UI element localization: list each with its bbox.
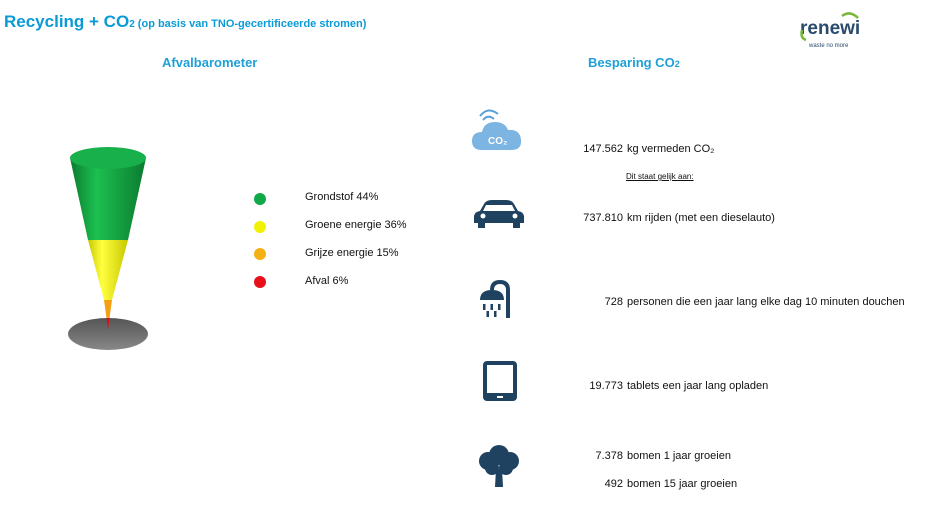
tree15-value: 492 [604,478,623,490]
tablet-value: 19.773 [589,380,623,392]
legend-dot-grondstof [254,193,266,205]
shower-description: personen die een jaar lang elke dag 10 minuten douchen [627,296,905,308]
renewi-logo [798,10,868,54]
shower-icon [478,278,522,320]
legend-dot-grijze-energie [254,248,266,260]
co2-description: kg vermeden CO₂ [627,143,715,155]
cone-top [70,147,146,169]
co2-value: 147.562 [583,143,623,155]
shower-value: 728 [604,296,623,308]
tree-icon [476,443,522,489]
tree1-value: 7.378 [595,450,623,462]
logo-wordmark: renewi [800,18,861,39]
tablet-description: tablets een jaar lang opladen [627,380,769,392]
cone-grijze-energie [104,300,112,318]
cone-grondstof [70,158,146,240]
waste-cone-graphic [60,140,160,355]
afvalbarometer-title: Afvalbarometer [162,55,258,70]
cone-groene-energie [88,240,128,300]
equal-note: Dit staat gelijk aan: [626,172,694,181]
legend-label-afval: Afval 6% [305,275,349,287]
tree15-description: bomen 15 jaar groeien [627,478,738,490]
page-title: Recycling + CO2 (op basis van TNO-gecertificeerde stromen) [4,12,367,31]
besparing-title: Besparing CO2 [588,55,680,70]
tree1-description: bomen 1 jaar groeien [627,450,731,462]
svg-text:CO₂: CO₂ [488,136,508,147]
legend-label-groene-energie: Groene energie 36% [305,219,407,231]
legend-dot-afval [254,276,266,288]
legend-dot-groene-energie [254,221,266,233]
legend-label-grijze-energie: Grijze energie 15% [305,247,399,259]
tablet-icon [482,360,518,402]
co2-cloud-icon [470,106,526,152]
logo-tagline: waste no more [809,43,849,49]
car-value: 737.810 [583,212,623,224]
car-description: km rijden (met een dieselauto) [627,212,775,224]
legend-label-grondstof: Grondstof 44% [305,191,379,203]
car-icon [474,200,524,230]
